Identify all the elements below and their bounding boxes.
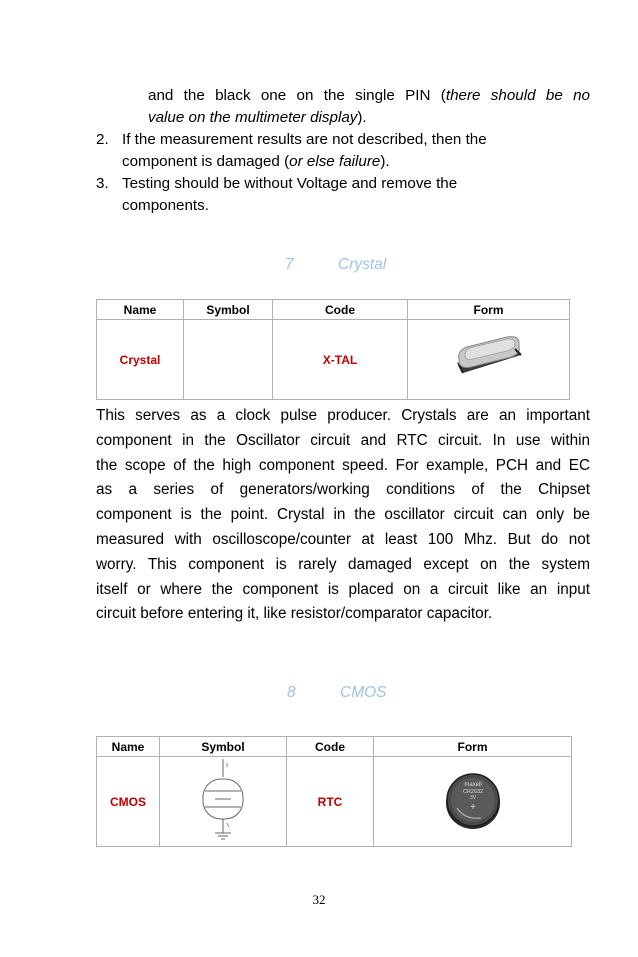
- cmos-table-row: [97, 757, 572, 847]
- section-7-number: 7: [285, 256, 294, 273]
- crystal-code: X-TAL: [273, 320, 408, 400]
- crystal-description: This serves as a clock pulse producer. Crystals are an important component in the Oscillator circuit and RTC circuit. In use within the scope of the high component speed. For example, PCH and EC as a series of generators/working conditions of the Chipset component is the point. Crystal in the oscillator circuit can only be measured with oscilloscope/counter at least 100 Mhz. But do not worry. This component is rarely damaged except on the system itself or where the component is placed on a circuit like an input circuit before entering it, like resistor/comparator capacitor.: [96, 407, 590, 623]
- list-item-2-number: 2.: [96, 131, 109, 148]
- list-item-3-number: 3.: [96, 175, 109, 192]
- page-number: 32: [312, 892, 326, 907]
- section-8-title: CMOS: [340, 684, 387, 701]
- crystal-symbol: [184, 320, 273, 400]
- list-item-2: If the measurement results are not described, then the component is damaged (or else failure).: [122, 131, 487, 170]
- svg-text:CR2032: CR2032: [462, 789, 483, 795]
- svg-text:maxell: maxell: [463, 782, 482, 788]
- intro-line-1: and the black one on the single PIN (there should be no: [148, 87, 590, 104]
- cmos-table-header: Name Symbol Code Form: [97, 737, 572, 757]
- cmos-symbol: [160, 757, 287, 847]
- section-7-title: Crystal: [338, 256, 387, 273]
- crystal-component-image: [449, 333, 529, 383]
- cmos-table: [96, 736, 572, 847]
- svg-text:3V: 3V: [469, 795, 476, 801]
- coin-battery-image: [441, 768, 505, 832]
- battery-symbol-icon: [193, 757, 253, 843]
- intro-paragraph: [148, 85, 590, 129]
- section-8-number: 8: [287, 684, 296, 701]
- intro-line-2: value on the multimeter display).: [148, 109, 367, 126]
- crystal-name: Crystal: [97, 320, 184, 400]
- list-item-3: Testing should be without Voltage and remove the components.: [122, 175, 458, 214]
- crystal-table-header: Name Symbol Code Form: [97, 300, 570, 320]
- crystal-table-row: [97, 320, 570, 400]
- cmos-code: RTC: [287, 757, 374, 847]
- crystal-form: [408, 320, 570, 400]
- cmos-form: [374, 757, 572, 847]
- svg-text:+: +: [469, 802, 476, 813]
- cmos-name: CMOS: [97, 757, 160, 847]
- crystal-table: [96, 299, 570, 400]
